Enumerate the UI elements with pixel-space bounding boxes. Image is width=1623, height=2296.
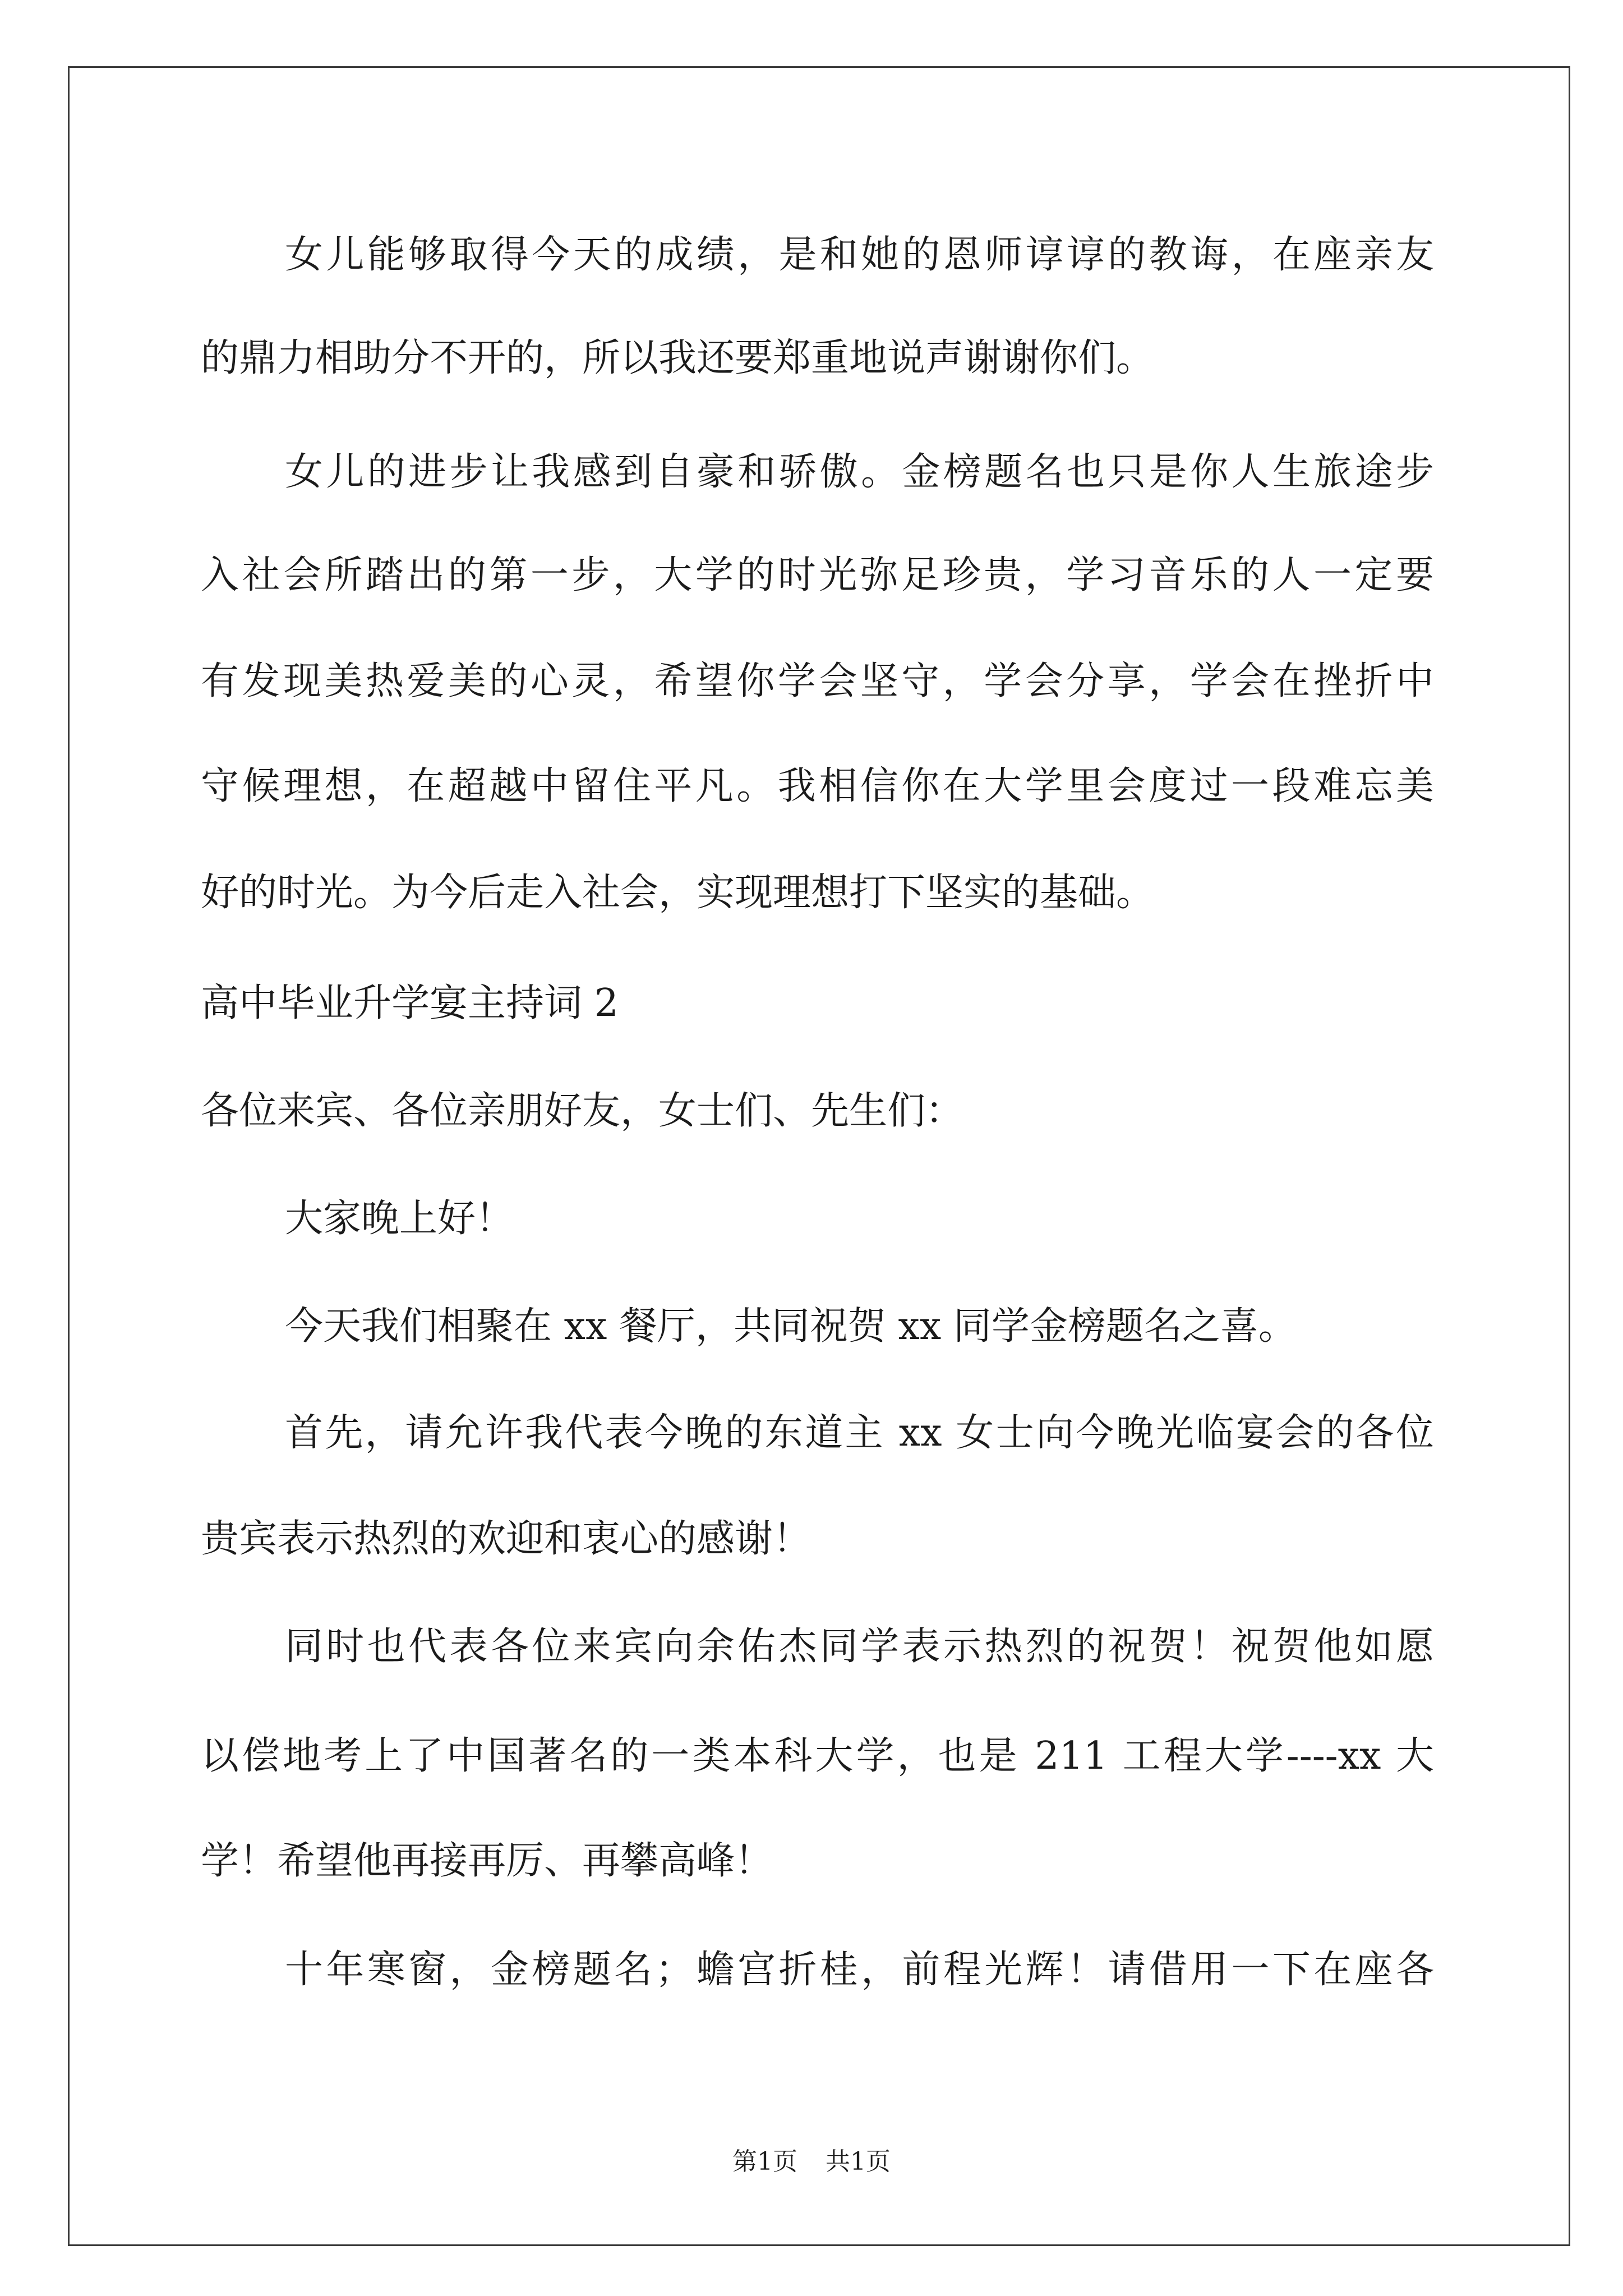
page-footer	[0, 2146, 1623, 2178]
text-line: 首先，请允许我代表今晚的东道主 xx 女士向今晚光临宴会的各位	[285, 1411, 1434, 1455]
text-line: 守候理想，在超越中留住平凡。我相信你在大学里会度过一段难忘美	[201, 764, 1434, 808]
text-line: 学！希望他再接再厉、再攀高峰！	[201, 1839, 773, 1883]
text-line: 好的时光。为今后走入社会，实现理想打下坚实的基础。	[201, 871, 1155, 915]
text-line: 女儿的进步让我感到自豪和骄傲。金榜题名也只是你人生旅途步	[285, 450, 1434, 494]
text-line: 有发现美热爱美的心灵，希望你学会坚守，学会分享，学会在挫折中	[201, 659, 1434, 703]
text-line: 女儿能够取得今天的成绩，是和她的恩师谆谆的教诲，在座亲友	[285, 233, 1434, 277]
text-line: 同时也代表各位来宾向余佑杰同学表示热烈的祝贺！祝贺他如愿	[285, 1625, 1434, 1669]
page-total: 共1页	[826, 2147, 891, 2176]
heading-line: 高中毕业升学宴主持词 2	[201, 981, 619, 1025]
text-line: 各位来宾、各位亲朋好友，女士们、先生们：	[201, 1089, 964, 1133]
text-line: 贵宾表示热烈的欢迎和衷心的感谢！	[201, 1517, 811, 1561]
text-line: 入社会所踏出的第一步，大学的时光弥足珍贵，学习音乐的人一定要	[201, 553, 1434, 597]
page-border	[68, 66, 1570, 2246]
page-number: 第1页	[732, 2147, 797, 2176]
text-line: 十年寒窗，金榜题名；蟾宫折桂，前程光辉！请借用一下在座各	[285, 1948, 1434, 1992]
text-line: 大家晚上好！	[285, 1197, 514, 1241]
text-line: 的鼎力相助分不开的，所以我还要郑重地说声谢谢你们。	[201, 336, 1155, 380]
text-line: 以偿地考上了中国著名的一类本科大学，也是 211 工程大学----xx 大	[201, 1734, 1434, 1778]
text-line: 今天我们相聚在 xx 餐厅，共同祝贺 xx 同学金榜题名之喜。	[285, 1304, 1297, 1349]
